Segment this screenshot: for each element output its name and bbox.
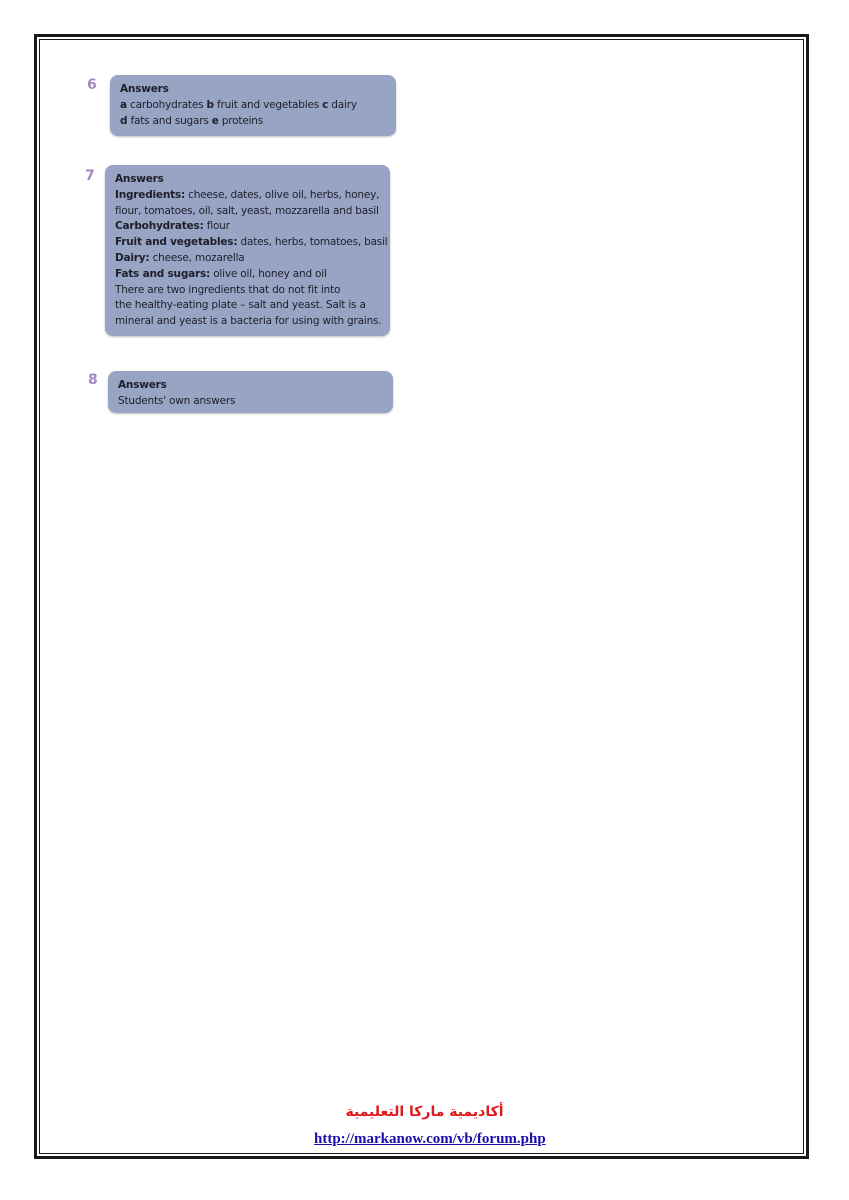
answer-line — [115, 267, 380, 283]
question-number-8: 8 — [88, 372, 98, 388]
answer-text: fats and sugars — [127, 114, 212, 127]
answer-line: There are two ingredients that do not fit into — [115, 283, 341, 296]
answer-text: flour — [203, 220, 230, 233]
answer-line — [115, 188, 380, 204]
answer-key: c — [322, 98, 329, 111]
answer-line — [120, 98, 386, 114]
question-number-7: 7 — [85, 168, 95, 184]
answer-line: flour, tomatoes, oil, salt, yeast, mozzarella and basil — [115, 204, 379, 217]
answer-label: Ingredients: — [115, 188, 185, 201]
answer-key: a — [120, 98, 127, 111]
answer-line: mineral and yeast is a bacteria for using with grains. — [115, 315, 382, 328]
answer-text: cheese, dates, olive oil, herbs, honey, — [184, 188, 380, 201]
answer-box-6 — [110, 75, 396, 136]
answer-line — [115, 235, 388, 251]
answer-label: Carbohydrates: — [115, 220, 204, 233]
answer-text: dates, herbs, tomatoes, basil — [237, 236, 388, 249]
answer-line: the healthy-eating plate – salt and yeast. Salt is a — [115, 299, 366, 312]
answer-line: Students' own answers — [118, 394, 236, 407]
answer-key: d — [120, 114, 128, 127]
answer-key: e — [211, 114, 219, 127]
answer-text: cheese, mozarella — [149, 251, 245, 264]
answer-box-title: Answers — [120, 83, 169, 95]
answer-text: dairy — [328, 98, 357, 111]
answer-text: proteins — [218, 114, 264, 127]
answer-line — [115, 251, 380, 267]
answer-text: carbohydrates — [126, 98, 207, 111]
answer-box-8 — [108, 371, 393, 413]
answer-box-title: Answers — [118, 379, 167, 391]
answer-line — [120, 114, 386, 130]
answer-text: fruit and vegetables — [213, 98, 323, 111]
question-number-6: 6 — [87, 77, 97, 93]
answer-text: olive oil, honey and oil — [210, 267, 327, 280]
answer-box-title: Answers — [115, 173, 164, 185]
answer-line — [115, 219, 380, 235]
answer-label: Fruit and vegetables: — [115, 236, 238, 249]
answer-key: b — [206, 98, 214, 111]
footer-forum-link[interactable]: http://markanow.com/vb/forum.php — [314, 1131, 546, 1147]
answer-label: Dairy: — [115, 251, 150, 264]
answer-label: Fats and sugars: — [115, 267, 211, 280]
answer-box-7 — [105, 165, 390, 336]
footer-arabic-title: أكاديمية ماركا التعليمية — [345, 1104, 504, 1120]
